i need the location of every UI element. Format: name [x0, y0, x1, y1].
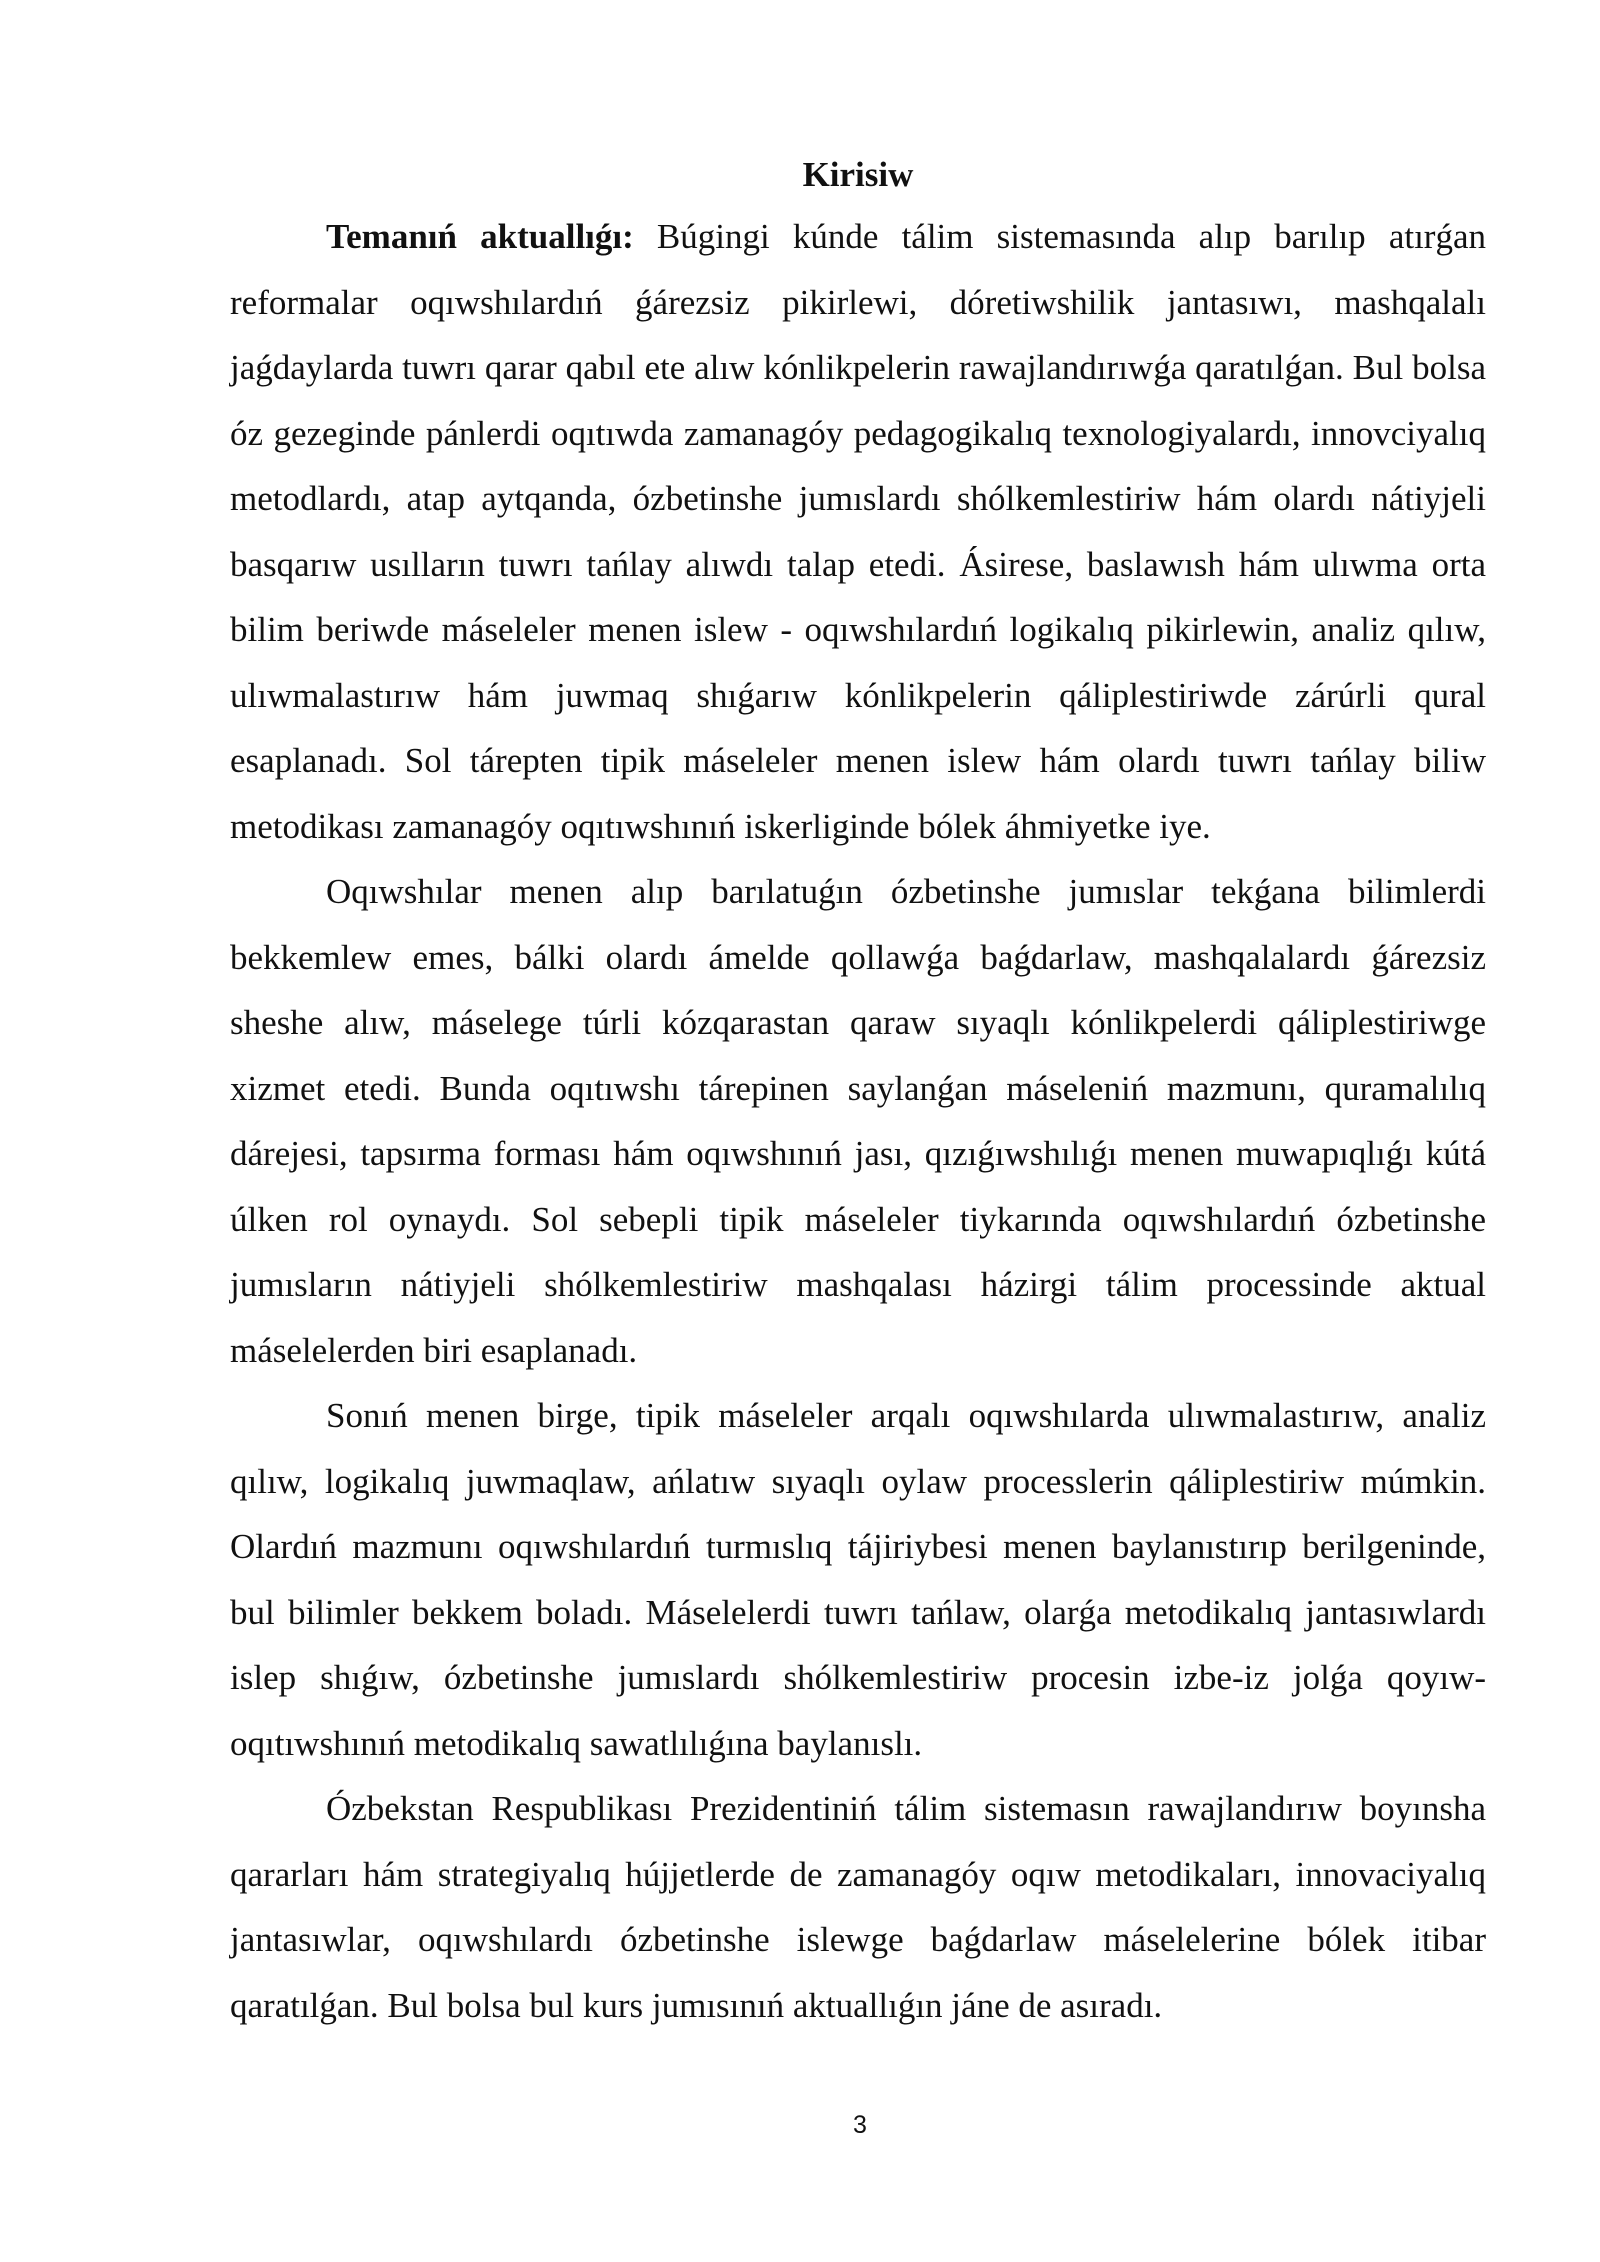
paragraph-text: Oqıwshılar menen alıp barılatuǵın ózbetinshe jumıslar tekǵana bilimlerdi bekkemlew emes, bálki olardı ámelde qollawǵa baǵdarlaw, mashqalalardı ǵárezsiz sheshe alıw, máselege túrli kózqarastan qaraw sıyaqlı kónlikpelerdi qáliplestiriwge xizmet etedi. Bunda oqıtıwshı tárepinen saylanǵan máseleniń mazmunı, quramalılıq dárejesi, tapsırma forması hám oqıwshınıń jası, qızıǵıwshılıǵı menen muwapıqlıǵı kútá úlken rol oynaydı. Sol sebepli tipik máseleler tiykarında oqıwshılardıń ózbetinshe jumısların nátiyjeli shólkemlestiriw mashqalası házirgi tálim processinde aktual máselelerden biri esaplanadı. [230, 872, 1486, 1370]
paragraph-text: Sonıń menen birge, tipik máseleler arqalı oqıwshılarda ulıwmalastırıw, analiz qılıw, logikalıq juwmaqlaw, ańlatıw sıyaqlı oylaw processlerin qáliplestiriw múmkin. Olardıń mazmunı oqıwshılardıń turmıslıq tájiriybesi menen baylanıstırıp berilgeninde, bul bilimler bekkem boladı. Máselelerdi tuwrı tańlaw, olarǵa metodikalıq jantasıwlardı islep shıǵıw, ózbetinshe jumıslardı shólkemlestiriw procesin izbe-iz jolǵa qoyıw-oqıtıwshınıń metodikalıq sawatlılıǵına baylanıslı. [230, 1396, 1486, 1763]
paragraph-text: Búgingi kúnde tálim sistemasında alıp barılıp atırǵan reformalar oqıwshılardıń ǵárezsiz pikirlewi, dóretiwshilik jantasıwı, mashqalalı jaǵdaylarda tuwrı qarar qabıl ete alıw kónlikpelerin rawajlandırıwǵa qaratılǵan. Bul bolsa óz gezeginde pánlerdi oqıtıwda zamanagóy pedagogikalıq texnologiyalardı, innovciyalıq metodlardı, atap aytqanda, ózbetinshe jumıslardı shólkemlestiriw hám olardı nátiyjeli basqarıw usılların tuwrı tańlay alıwdı talap etedi. Ásirese, baslawısh hám ulıwma orta bilim beriwde máseleler menen islew - oqıwshılardıń logikalıq pikirlewin, analiz qılıw, ulıwmalastırıw hám juwmaq shıǵarıw kónlikpelerin qáliplestiriwde zárúrli qural esaplanadı. Sol tárepten tipik máseleler menen islew hám olardı tuwrı tańlay biliw metodikası zamanagóy oqıtıwshınıń iskerliginde bólek áhmiyetke iye. [230, 217, 1487, 846]
paragraph-actuality [230, 204, 1486, 859]
paragraph-lead-bold: Temanıń aktuallıǵı: [326, 217, 634, 256]
paragraph-presidential-decrees [230, 1776, 1486, 2038]
paragraph-independent-work [230, 859, 1486, 1383]
page-number: 3 [853, 2111, 867, 2139]
section-heading: Kirisiw [802, 155, 914, 194]
paragraph-typical-problems [230, 1383, 1486, 1776]
document-body [230, 150, 1486, 2038]
paragraph-text: Ózbekstan Respublikası Prezidentiniń tálim sistemasın rawajlandırıw boyınsha qararları hám strategiyalıq hújjetlerde de zamanagóy oqıw metodikaları, innovaciyalıq jantasıwlar, oqıwshılardı ózbetinshe islewge baǵdarlaw máselelerine bólek itibar qaratılǵan. Bul bolsa bul kurs jumısınıń aktuallıǵın jáne de asıradı. [230, 1789, 1486, 2025]
